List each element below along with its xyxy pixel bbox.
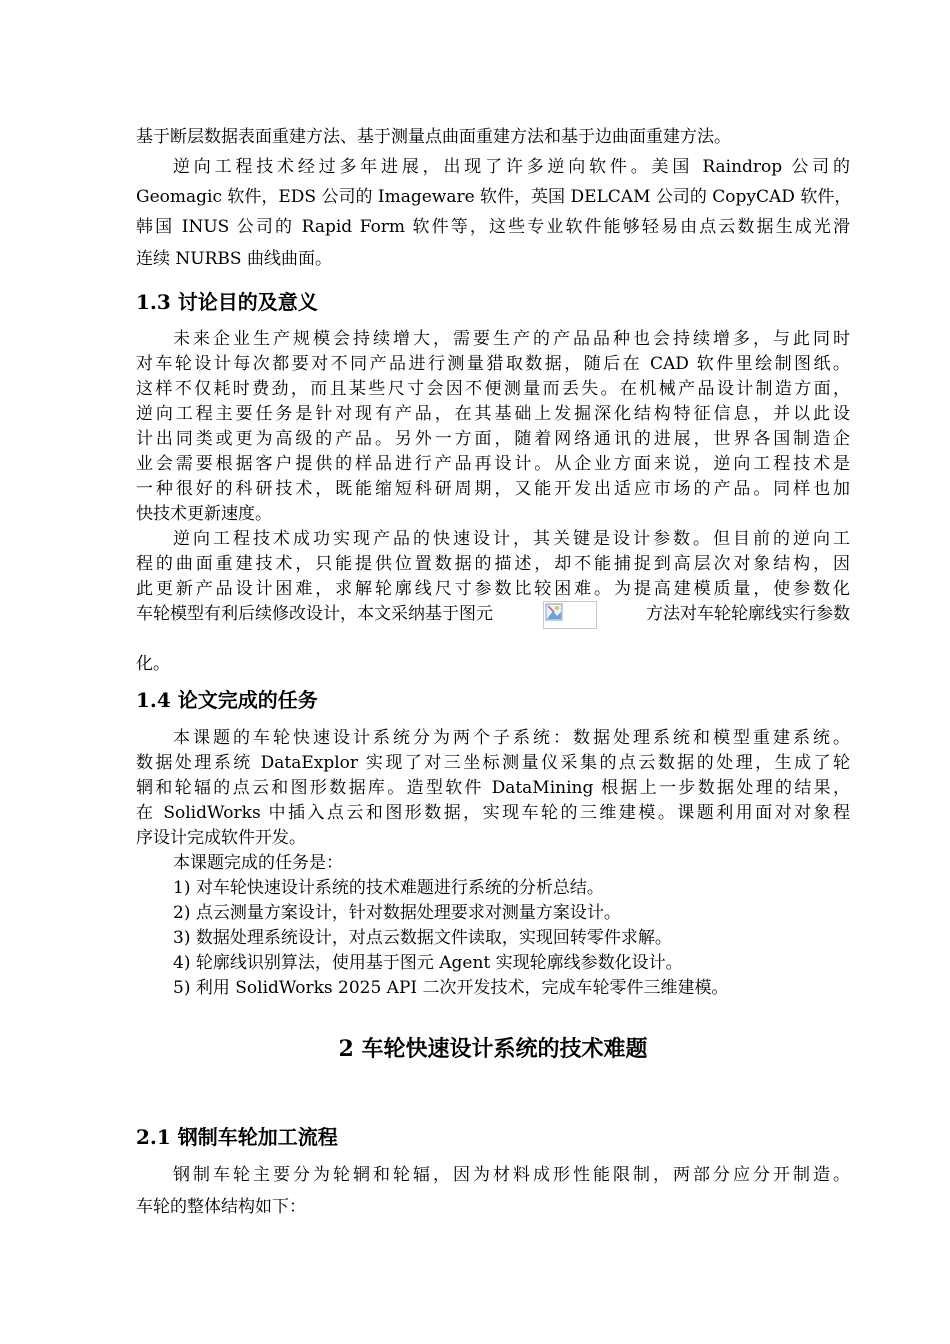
body-text-line: 逆向工程技术经过多年进展，出现了许多逆向软件。美国 Raindrop 公司的 (173, 157, 850, 177)
body-text-line-with-image (136, 601, 850, 629)
broken-image-icon (543, 601, 597, 629)
task-list-item: 2) 点云测量方案设计，针对数据处理要求对测量方案设计。 (173, 903, 621, 923)
body-text-line: 辋和轮辐的点云和图形数据库。造型软件 DataMining 根据上一步数据处理的结果， (136, 778, 850, 798)
body-text-fragment: 车轮模型有利后续修改设计，本文采纳基于图元 (136, 604, 493, 624)
body-text-line: 未来企业生产规模会持续增大，需要生产的产品品种也会持续增多，与此同时 (173, 329, 850, 349)
body-text-line: 快技术更新速度。 (136, 504, 272, 524)
task-list-item: 1) 对车轮快速设计系统的技术难题进行系统的分析总结。 (173, 878, 604, 898)
body-text-line: 基于断层数据表面重建方法、基于测量点曲面重建方法和基于边曲面重建方法。 (136, 127, 731, 147)
body-text-line: 在 SolidWorks 中插入点云和图形数据，实现车轮的三维建模。课题利用面对对象程 (136, 803, 850, 823)
section-heading-1-4: 1.4 论文完成的任务 (136, 688, 318, 712)
body-text-line: 序设计完成软件开发。 (136, 828, 306, 848)
body-text-line: 程的曲面重建技术，只能提供位置数据的描述，却不能捕捉到高层次对象结构，因 (136, 554, 850, 574)
body-text-line: 一种很好的科研技术，既能缩短科研周期，又能开发出适应市场的产品。同样也加 (136, 479, 850, 499)
task-list-item: 4) 轮廓线识别算法，使用基于图元 Agent 实现轮廓线参数化设计。 (173, 953, 683, 973)
body-text-line: 逆向工程主要任务是针对现有产品，在其基础上发掘深化结构特征信息，并以此设 (136, 404, 850, 424)
task-list-item: 5) 利用 SolidWorks 2025 API 二次开发技术，完成车轮零件三维建模。 (173, 978, 729, 998)
body-text-line: 韩国 INUS 公司的 Rapid Form 软件等，这些专业软件能够轻易由点云数据生成光滑 (136, 217, 850, 237)
section-heading-2-1: 2.1 钢制车轮加工流程 (136, 1125, 338, 1149)
task-list-item: 3) 数据处理系统设计，对点云数据文件读取，实现回转零件求解。 (173, 928, 672, 948)
body-text-line: Geomagic 软件，EDS 公司的 Imageware 软件，英国 DELCAM 公司的 CopyCAD 软件， (136, 187, 852, 207)
section-heading-1-3: 1.3 讨论目的及意义 (136, 290, 318, 314)
body-text-line: 数据处理系统 DataExplor 实现了对三坐标测量仪采集的点云数据的处理，生成了轮 (136, 753, 850, 773)
body-text-line: 车轮的整体结构如下： (136, 1197, 306, 1217)
task-list-intro: 本课题完成的任务是： (173, 853, 343, 873)
body-text-line: 计出同类或更为高级的产品。另外一方面，随着网络通讯的进展，世界各国制造企 (136, 429, 850, 449)
body-text-line: 对车轮设计每次都要对不同产品进行测量猎取数据，随后在 CAD 软件里绘制图纸。 (136, 354, 850, 374)
body-text-line: 钢制车轮主要分为轮辋和轮辐，因为材料成形性能限制，两部分应分开制造。 (173, 1165, 850, 1185)
body-text-line: 化。 (136, 654, 170, 674)
body-text-line: 这样不仅耗时费劲，而且某些尺寸会因不便测量而丢失。在机械产品设计制造方面， (136, 379, 850, 399)
body-text-line: 逆向工程技术成功实现产品的快速设计，其关键是设计参数。但目前的逆向工 (173, 529, 850, 549)
body-text-fragment: 方法对车轮轮廓线实行参数 (646, 604, 850, 624)
body-text-line: 业会需要根据客户提供的样品进行产品再设计。从企业方面来说，逆向工程技术是 (136, 454, 850, 474)
body-text-line: 本课题的车轮快速设计系统分为两个子系统：数据处理系统和模型重建系统。 (173, 728, 850, 748)
body-text-line: 连续 NURBS 曲线曲面。 (136, 249, 332, 269)
chapter-heading-2: 2 车轮快速设计系统的技术难题 (338, 1036, 648, 1062)
body-text-line: 此更新产品设计困难，求解轮廓线尺寸参数比较困难。为提高建模质量，使参数化 (136, 579, 850, 599)
